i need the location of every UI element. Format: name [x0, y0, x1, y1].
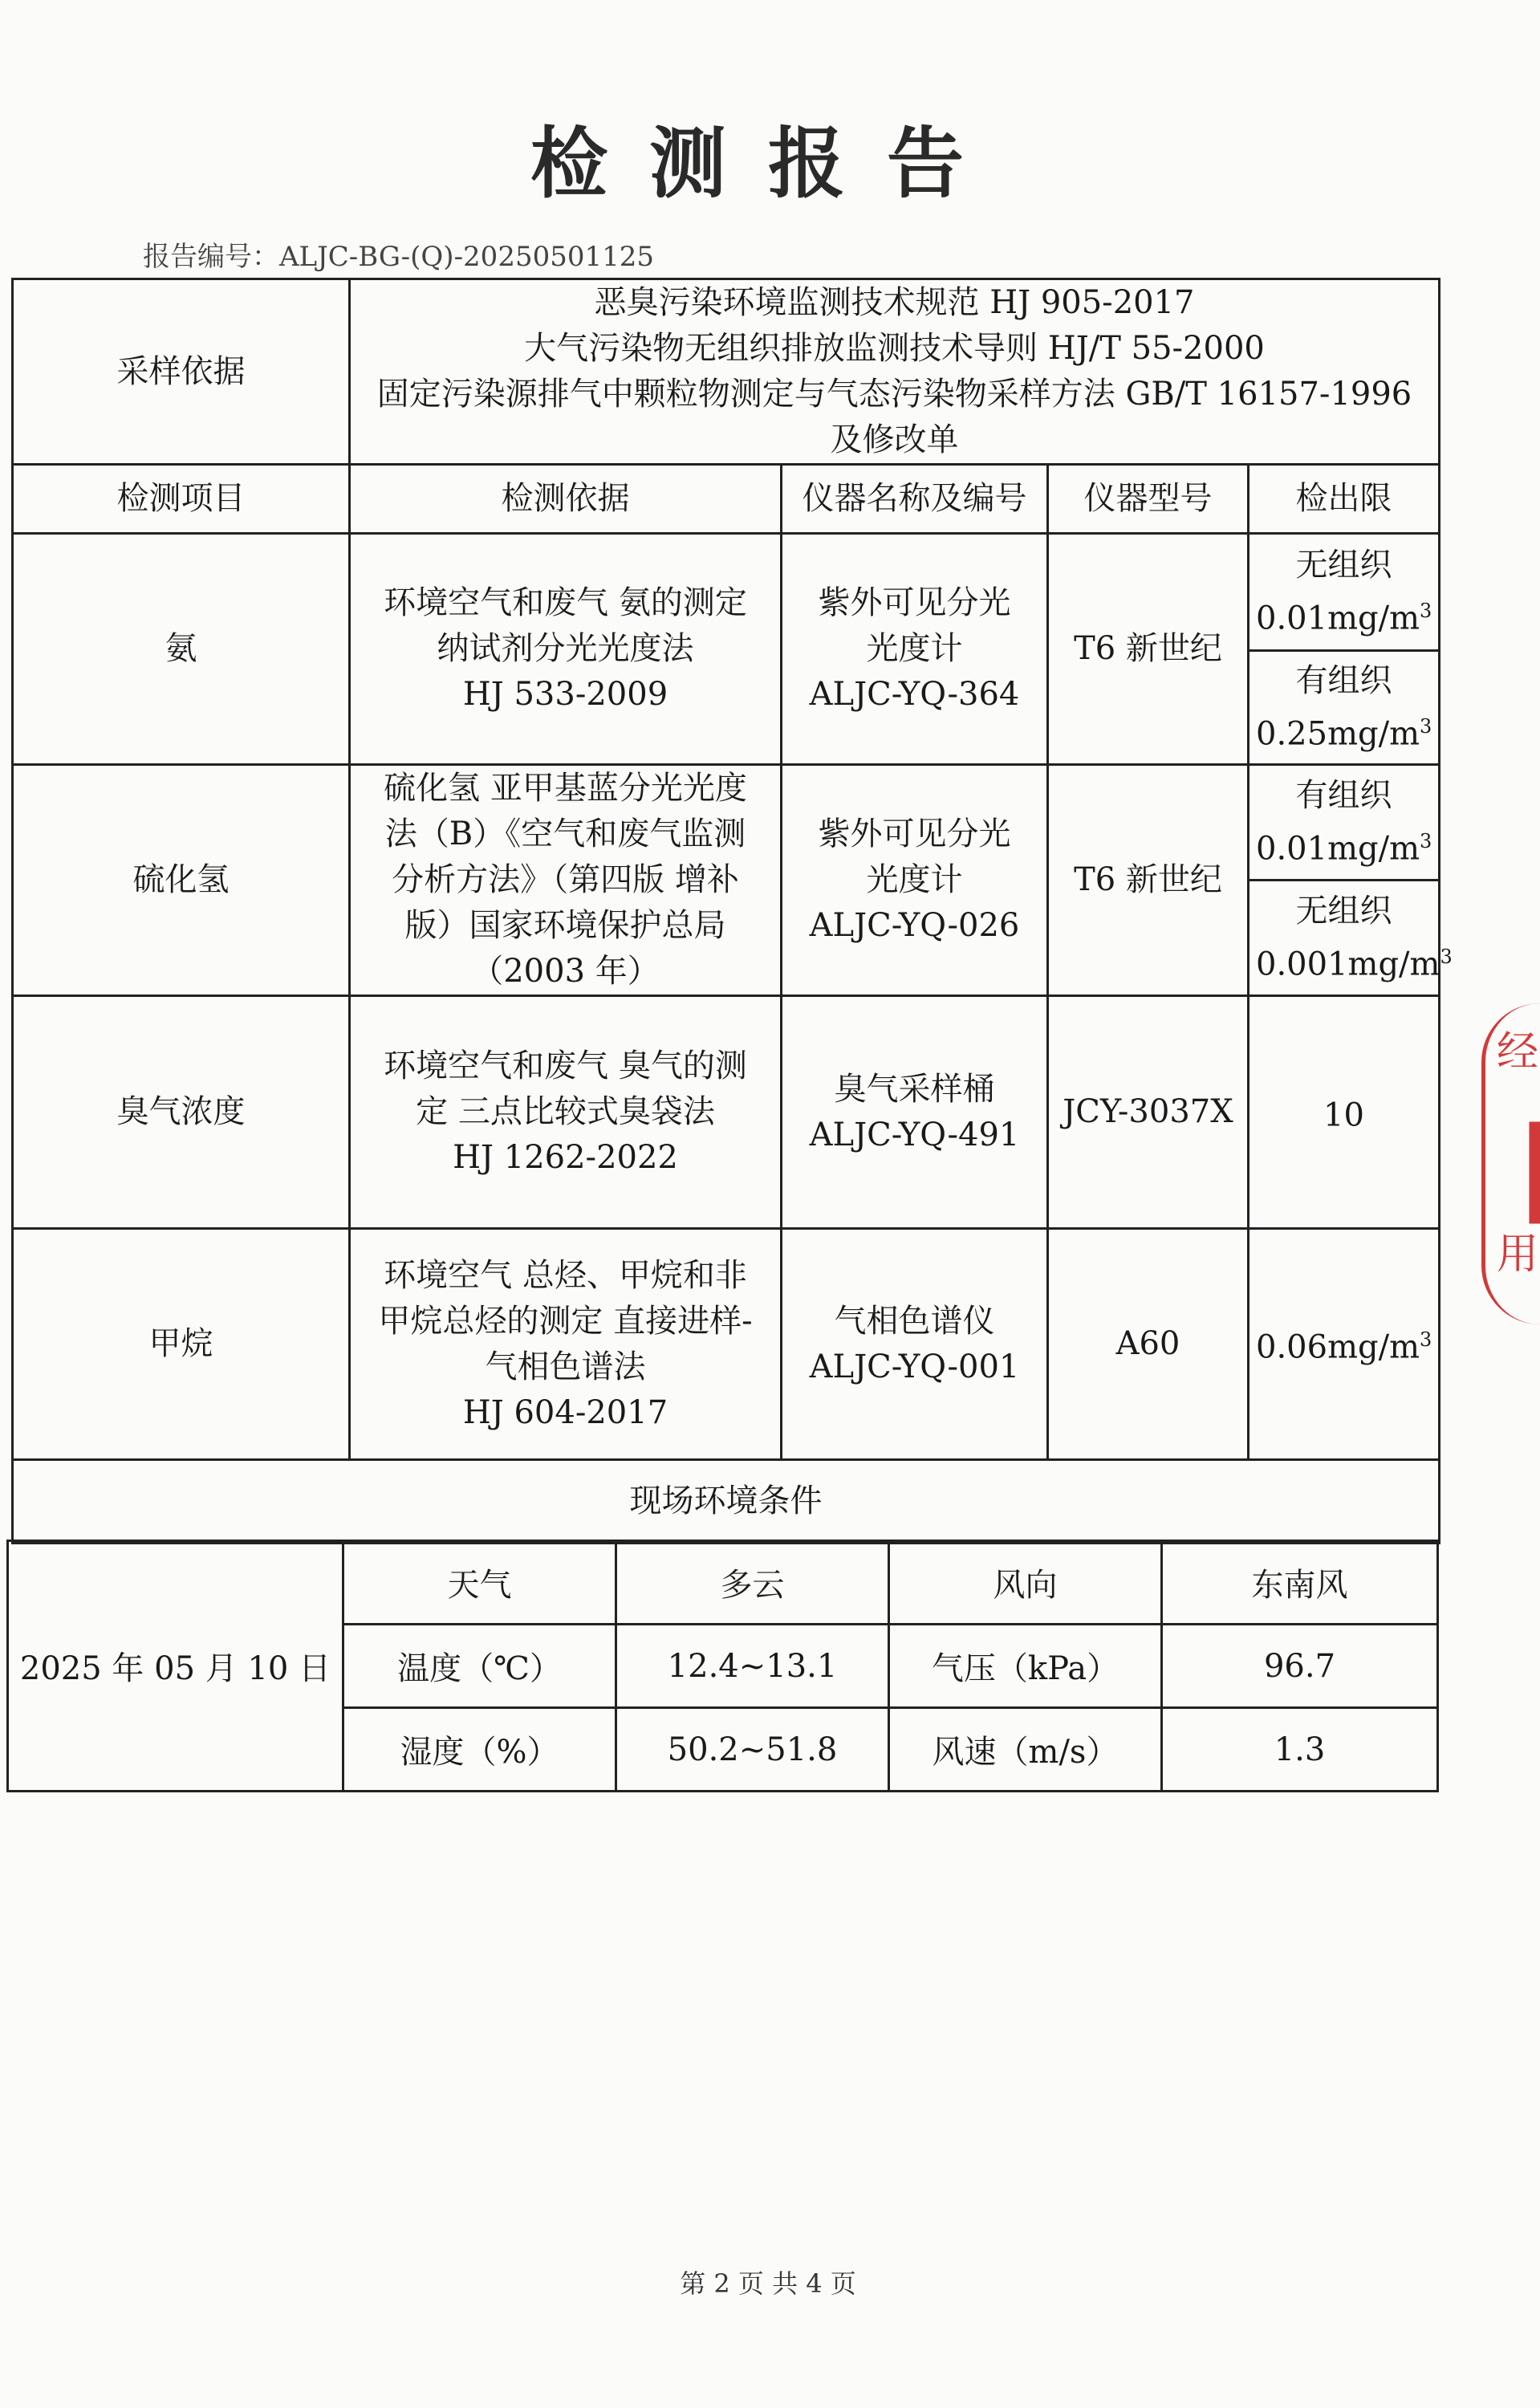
sampling-line: 及修改单	[830, 421, 959, 458]
model-cell: T6 新世纪	[1048, 534, 1249, 765]
table-row	[13, 996, 1440, 1229]
method-cell	[350, 1229, 782, 1460]
method-line: 硫化氢 亚甲基蓝分光光度	[384, 770, 747, 807]
instrument-line: ALJC-YQ-001	[809, 1348, 1020, 1385]
condition-label: 风速（m/s）	[889, 1708, 1162, 1792]
report-title: 检测报告	[530, 118, 1006, 209]
test-basis-table	[11, 278, 1453, 1544]
limit-type: 无组织	[1295, 546, 1392, 584]
limit-type: 无组织	[1295, 892, 1392, 929]
instrument-cell	[782, 996, 1048, 1229]
instrument-line: 紫外可见分光	[818, 584, 1011, 621]
model-cell: JCY-3037X	[1048, 996, 1249, 1229]
sampling-line: 大气污染物无组织排放监测技术导则 HJ/T 55-2000	[524, 330, 1265, 367]
page-number: 第 2 页 共 4 页	[680, 2268, 856, 2299]
method-line: 气相色谱法	[485, 1348, 646, 1385]
method-line: 纳试剂分光光度法	[437, 630, 694, 667]
col-header-limit: 检出限	[1249, 465, 1440, 534]
table-row	[13, 1229, 1440, 1460]
instrument-line: 气相色谱仪	[834, 1302, 995, 1340]
model-cell: T6 新世纪	[1048, 765, 1249, 996]
limit-cell	[1249, 651, 1440, 765]
sampling-row	[13, 279, 1440, 465]
instrument-cell	[782, 765, 1048, 996]
item-cell: 甲烷	[13, 1229, 350, 1460]
col-header-instrument: 仪器名称及编号	[782, 465, 1048, 534]
method-line: 分析方法》（第四版 增补	[392, 861, 739, 898]
instrument-cell	[782, 1229, 1048, 1460]
condition-value: 12.4~13.1	[616, 1625, 889, 1708]
condition-value: 96.7	[1162, 1625, 1438, 1708]
item-cell: 氨	[13, 534, 350, 765]
limit-value: $0.01mg/m^3$	[1256, 829, 1432, 868]
method-line: 法（B）《空气和废气监测	[384, 816, 746, 852]
report-number: 报告编号：ALJC-BG-(Q)-20250501125	[143, 241, 655, 273]
method-line: HJ 1262-2022	[453, 1139, 678, 1176]
method-line: （2003 年）	[471, 953, 660, 990]
col-header-model: 仪器型号	[1048, 465, 1249, 534]
instrument-line: 臭气采样桶	[834, 1070, 995, 1108]
conditions-title: 现场环境条件	[13, 1460, 1440, 1544]
sampling-line: 固定污染源排气中颗粒物测定与气态污染物采样方法 GB/T 16157-1996	[376, 376, 1412, 413]
limit-value: $0.001mg/m^3$	[1256, 945, 1453, 983]
table-row	[13, 534, 1440, 651]
condition-label: 湿度（%）	[343, 1708, 616, 1792]
conditions-date: 2025 年 05 月 10 日	[8, 1541, 343, 1792]
condition-label: 温度（℃）	[343, 1625, 616, 1708]
limit-cell	[1249, 881, 1453, 996]
item-cell: 臭气浓度	[13, 996, 350, 1229]
instrument-line: 紫外可见分光	[818, 816, 1011, 852]
instrument-line: 光度计	[866, 630, 963, 667]
stamp-char: 用	[1497, 1230, 1539, 1279]
sampling-basis	[350, 279, 1440, 465]
conditions-title-row	[13, 1460, 1440, 1544]
instrument-line: 光度计	[866, 861, 963, 898]
method-line: 定 三点比较式臭袋法	[416, 1093, 715, 1130]
limit-value: $0.25mg/m^3$	[1256, 714, 1432, 753]
header-row	[13, 465, 1440, 534]
conditions-table	[6, 1540, 1439, 1792]
method-line: 环境空气和废气 氨的测定	[384, 584, 747, 621]
col-header-item: 检测项目	[13, 465, 350, 534]
method-line: 版）国家环境保护总局	[404, 907, 726, 944]
limit-cell: 10	[1249, 996, 1440, 1229]
method-cell	[350, 996, 782, 1229]
condition-value: 东南风	[1162, 1541, 1438, 1625]
condition-label: 风向	[889, 1541, 1162, 1625]
condition-label: 气压（kPa）	[889, 1625, 1162, 1708]
item-cell: 硫化氢	[13, 765, 350, 996]
limit-cell	[1249, 534, 1440, 651]
stamp-char: 经	[1497, 1028, 1539, 1076]
model-cell: A60	[1048, 1229, 1249, 1460]
limit-cell	[1249, 765, 1440, 881]
seal-stamp	[1481, 1003, 1540, 1324]
limit-type: 有组织	[1295, 661, 1392, 699]
method-line: HJ 533-2009	[462, 676, 668, 713]
instrument-line: ALJC-YQ-364	[809, 676, 1020, 713]
condition-value: 1.3	[1162, 1708, 1438, 1792]
instrument-line: ALJC-YQ-491	[809, 1116, 1020, 1153]
limit-type: 有组织	[1295, 776, 1392, 814]
condition-value: 50.2~51.8	[616, 1708, 889, 1792]
condition-label: 天气	[343, 1541, 616, 1625]
col-header-method: 检测依据	[350, 465, 782, 534]
method-line: 甲烷总烃的测定 直接进样-	[378, 1302, 753, 1340]
conditions-row	[8, 1541, 1438, 1625]
method-cell	[350, 534, 782, 765]
instrument-line: ALJC-YQ-026	[809, 907, 1020, 944]
method-line: 环境空气 总烃、甲烷和非	[384, 1256, 747, 1294]
limit-value: $0.01mg/m^3$	[1256, 599, 1432, 637]
method-line: HJ 604-2017	[462, 1393, 668, 1431]
method-line: 环境空气和废气 臭气的测	[384, 1047, 747, 1084]
method-cell	[350, 765, 782, 996]
table-row	[13, 765, 1440, 881]
instrument-cell	[782, 534, 1048, 765]
condition-value: 多云	[616, 1541, 889, 1625]
limit-cell: $0.06mg/m^3$	[1249, 1229, 1440, 1460]
sampling-line: 恶臭污染环境监测技术规范 HJ 905-2017	[594, 284, 1195, 321]
sampling-label: 采样依据	[13, 279, 350, 465]
